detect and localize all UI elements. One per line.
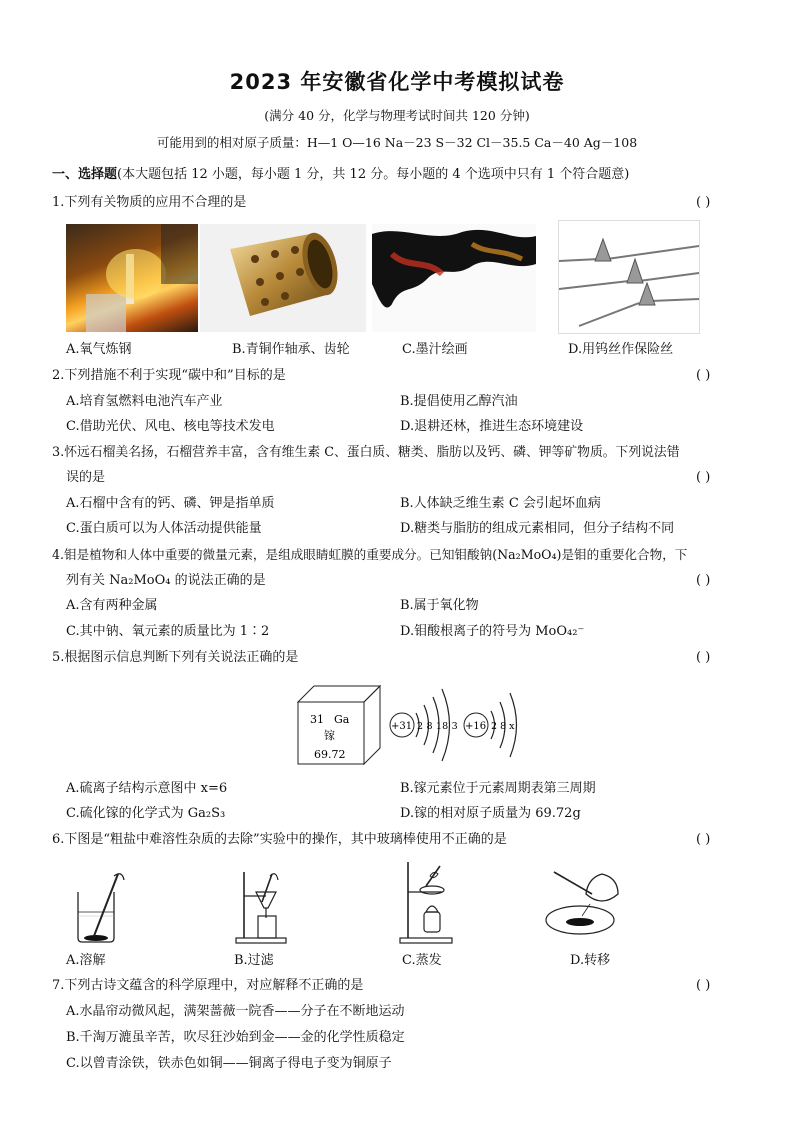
page-title: 2023 年安徽省化学中考模拟试卷 bbox=[229, 70, 565, 94]
q1-image-steelmaking bbox=[66, 224, 198, 332]
q4-option-a: A.含有两种金属 bbox=[66, 598, 158, 613]
q2-option-c: C.借助光伏、风电、核电等技术发电 bbox=[66, 419, 275, 434]
q1-image-tungsten-filament bbox=[558, 220, 700, 334]
q6-transfer-illustration bbox=[542, 864, 622, 938]
steelmaking-illustration bbox=[66, 224, 198, 332]
q2-option-d: D.退耕还林，推进生态环境建设 bbox=[400, 419, 584, 434]
q6-dissolve-illustration bbox=[66, 862, 136, 944]
q2-option-a: A.培育氢燃料电池汽车产业 bbox=[66, 394, 223, 409]
q4-option-d: D.钼酸根离子的符号为 MoO₄₂⁻ bbox=[400, 624, 585, 639]
ga-nucleus: +31 bbox=[391, 721, 413, 732]
q5-option-a: A.硫离子结构示意图中 x=6 bbox=[66, 781, 228, 796]
q1-option-c: C.墨汁绘画 bbox=[402, 342, 468, 357]
q6-stem: 6.下图是“粗盐中难溶性杂质的去除”实验中的操作，其中玻璃棒使用不正确的是 bbox=[52, 832, 507, 847]
q5-option-d: D.镓的相对原子质量为 69.72g bbox=[400, 806, 581, 821]
q3-option-c: C.蛋白质可以为人体活动提供能量 bbox=[66, 521, 262, 536]
q1-option-d: D.用钨丝作保险丝 bbox=[568, 342, 674, 357]
q1-option-b: B.青铜作轴承、齿轮 bbox=[232, 342, 350, 357]
q3-stem-line2: 误的是 bbox=[66, 470, 106, 485]
q1-image-ink-painting bbox=[372, 224, 536, 332]
ga-shells: 2 8 18 3 bbox=[417, 721, 458, 732]
q5-option-b: B.镓元素位于元素周期表第三周期 bbox=[400, 781, 596, 796]
q6-filter-illustration bbox=[232, 866, 292, 946]
q6-evaporate-illustration bbox=[396, 856, 458, 946]
element-mass: 69.72 bbox=[314, 748, 346, 761]
q1-answer-paren: ( ) bbox=[696, 195, 711, 210]
q5-answer-paren: ( ) bbox=[696, 650, 711, 665]
q5-option-c: C.硫化镓的化学式为 Ga₂S₃ bbox=[66, 806, 226, 821]
q3-option-a: A.石榴中含有的钙、磷、钾是指单质 bbox=[66, 496, 275, 511]
element-cell bbox=[298, 686, 380, 764]
q4-option-c: C.其中钠、氧元素的质量比为 1∶2 bbox=[66, 624, 270, 639]
bronze-bearing-illustration bbox=[200, 224, 366, 332]
q6-option-c: C.蒸发 bbox=[402, 953, 442, 968]
sulfur-ion-structure bbox=[464, 693, 517, 757]
q4-option-b: B.属于氧化物 bbox=[400, 598, 479, 613]
q2-stem: 2.下列措施不利于实现“碳中和”目标的是 bbox=[52, 368, 286, 383]
q4-answer-paren: ( ) bbox=[696, 573, 711, 588]
q7-option-b: B.千淘万漉虽辛苦，吹尽狂沙始到金——金的化学性质稳定 bbox=[66, 1030, 405, 1045]
q3-answer-paren: ( ) bbox=[696, 470, 711, 485]
element-number: 31 bbox=[310, 713, 324, 726]
q7-answer-paren: ( ) bbox=[696, 978, 711, 993]
q7-stem: 7.下列古诗文蕴含的科学原理中，对应解释不正确的是 bbox=[52, 978, 364, 993]
gallium-atom-structure bbox=[390, 689, 458, 761]
q6-answer-paren: ( ) bbox=[696, 832, 711, 847]
s-nucleus: +16 bbox=[465, 721, 487, 732]
atomic-masses: 可能用到的相对原子质量：H—1 O—16 Na－23 S－32 Cl－35.5 Ca－40 Ag－108 bbox=[156, 135, 638, 150]
q2-option-b: B.提倡使用乙醇汽油 bbox=[400, 394, 518, 409]
q3-option-b: B.人体缺乏维生素 C 会引起坏血病 bbox=[400, 496, 601, 511]
q6-option-a: A.溶解 bbox=[66, 953, 106, 968]
element-symbol: Ga bbox=[334, 713, 350, 726]
section-heading: 一、选择题 bbox=[52, 167, 118, 182]
exam-note: (满分 40 分，化学与物理考试时间共 120 分钟) bbox=[264, 108, 530, 123]
q5-stem: 5.根据图示信息判断下列有关说法正确的是 bbox=[52, 650, 299, 665]
q5-diagram bbox=[290, 678, 530, 770]
section-desc: (本大题包括 12 小题，每小题 1 分，共 12 分。每小题的 4 个选项中只有 1 个符合题意) bbox=[117, 167, 630, 182]
q1-option-a: A.氧气炼钢 bbox=[66, 342, 132, 357]
q7-option-c: C.以曾青涂铁，铁赤色如铜——铜离子得电子变为铜原子 bbox=[66, 1056, 392, 1071]
q2-answer-paren: ( ) bbox=[696, 368, 711, 383]
q6-option-d: D.转移 bbox=[570, 953, 611, 968]
q6-option-b: B.过滤 bbox=[234, 953, 274, 968]
q3-option-d: D.糖类与脂肪的组成元素相同，但分子结构不同 bbox=[400, 521, 675, 536]
tungsten-filament-illustration bbox=[559, 221, 699, 333]
q3-stem-line1: 3.怀远石榴美名扬，石榴营养丰富，含有维生素 C、蛋白质、糖类、脂肪以及钙、磷、钾等矿物质。下列说法错 bbox=[52, 445, 680, 460]
q1-image-bronze-bearing bbox=[200, 224, 366, 332]
q7-option-a: A.水晶帘动微风起，满架蔷薇一院香——分子在不断地运动 bbox=[66, 1004, 405, 1019]
q4-stem-line2: 列有关 Na₂MoO₄ 的说法正确的是 bbox=[66, 573, 266, 588]
s-shells: 2 8 x bbox=[491, 721, 515, 732]
element-name: 镓 bbox=[324, 729, 335, 742]
section-header bbox=[52, 166, 629, 184]
q4-stem-line1: 4.钼是植物和人体中重要的微量元素，是组成眼睛虹膜的重要成分。已知钼酸钠(Na₂MoO₄)是钼的重要化合物，下 bbox=[52, 547, 688, 562]
ink-painting-illustration bbox=[372, 224, 536, 332]
q1-stem: 1.下列有关物质的应用不合理的是 bbox=[52, 195, 247, 210]
